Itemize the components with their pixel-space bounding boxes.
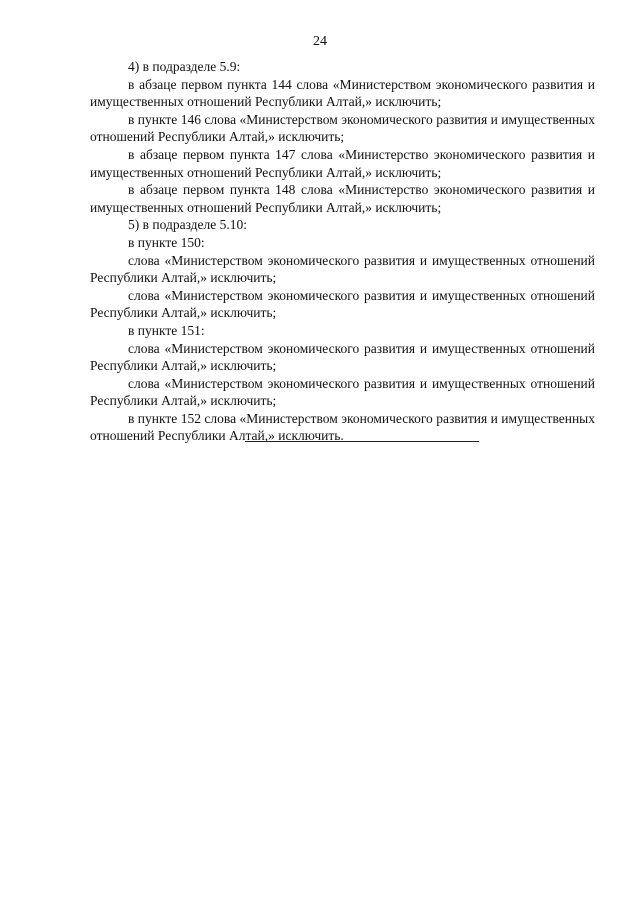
subsection-heading-5-9: 4) в подразделе 5.9: bbox=[128, 59, 241, 74]
item-heading-150: в пункте 150: bbox=[128, 234, 205, 250]
subsection-heading-5-10: 5) в подразделе 5.10: bbox=[128, 217, 247, 233]
amendment-paragraph: слова «Министерством экономического развития и имущественных отношений Республики Алтай,» исключить; bbox=[90, 340, 595, 374]
end-divider-line bbox=[245, 441, 479, 442]
amendment-paragraph: слова «Министерством экономического развития и имущественных отношений Республики Алтай,» исключить; bbox=[90, 287, 595, 321]
document-body bbox=[90, 58, 595, 445]
amendment-paragraph: в абзаце первом пункта 148 слова «Министерство экономического развития и имущественных отношений Республики Алтай,» исключить; bbox=[90, 182, 595, 215]
amendment-paragraph: в пункте 146 слова «Министерством экономического развития и имущественных отношений Республики Алтай,» исключить; bbox=[90, 111, 595, 145]
amendment-paragraph: слова «Министерством экономического развития и имущественных отношений Республики Алтай,» исключить; bbox=[90, 252, 595, 286]
amendment-paragraph: слова «Министерством экономического развития и имущественных отношений Республики Алтай,» исключить; bbox=[90, 375, 595, 409]
amendment-paragraph: в пункте 152 слова «Министерством экономического развития и имущественных отношений Республики Алтай,» исключить. bbox=[90, 410, 595, 444]
amendment-paragraph: в абзаце первом пункта 144 слова «Министерством экономического развития и имущественных отношений Республики Алтай,» исключить; bbox=[90, 76, 595, 110]
item-heading-151: в пункте 151: bbox=[128, 322, 205, 338]
amendment-paragraph: в абзаце первом пункта 147 слова «Министерство экономического развития и имущественных отношений Республики Алтай,» исключить; bbox=[90, 146, 595, 180]
page-number: 24 bbox=[313, 34, 327, 49]
